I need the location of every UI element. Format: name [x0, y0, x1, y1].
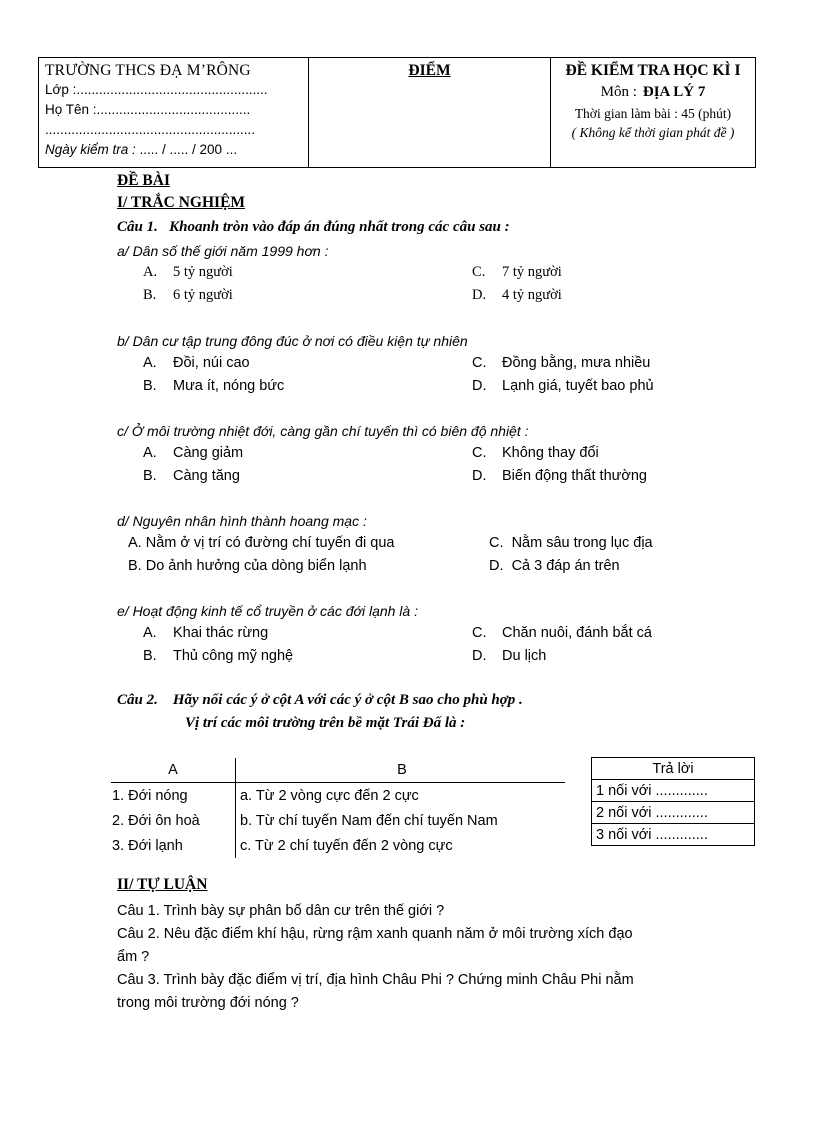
item-c-option-a[interactable]: A. Càng giảm — [143, 445, 244, 461]
item-d-stem: d/ Nguyên nhân hình thành hoang mạc : — [117, 513, 367, 529]
question-2-heading — [117, 692, 523, 709]
column-a-cell: 3. Đới lạnh — [112, 837, 183, 854]
matching-table — [111, 758, 565, 858]
header-box — [38, 57, 756, 168]
item-b-option-c[interactable]: C. Đồng bằng, mưa nhiều — [472, 355, 651, 371]
item-d-option-b[interactable]: B. Do ảnh hưởng của dòng biển lạnh — [128, 558, 367, 574]
item-e-option-b[interactable]: B. Thủ công mỹ nghệ — [143, 648, 294, 664]
column-b-cell: a. Từ 2 vòng cực đến 2 cực — [236, 783, 566, 809]
column-a-cell: 2. Đới ôn hoà — [112, 812, 200, 829]
item-c-option-b[interactable]: B. Càng tăng — [143, 468, 240, 484]
item-c-stem: c/ Ở môi trường nhiệt đới, càng gần chí tuyến thì có biên độ nhiệt : — [117, 423, 529, 439]
school-name: TRƯỜNG THCS ĐẠ M’RÔNG — [45, 62, 251, 79]
answer-table — [591, 757, 755, 846]
column-b-cell: b. Từ chí tuyến Nam đến chí tuyến Nam — [236, 808, 566, 833]
question-2-line-2: Vị trí các môi trường trên bề mặt Trái Đấ là : — [185, 715, 466, 731]
essay-question-1: Câu 1. Trình bày sự phân bố dân cư trên thế giới ? — [117, 903, 445, 919]
class-line[interactable]: Lớp :................................................... — [45, 82, 268, 97]
item-d-option-c[interactable]: C. Nằm sâu trong lục địa — [489, 535, 653, 551]
item-a-option-b[interactable]: B. 6 tỷ người — [143, 287, 233, 303]
essay-question-3: Câu 3. Trình bày đặc điểm vị trí, địa hình Châu Phi ? Chứng minh Châu Phi nằm — [117, 972, 634, 988]
item-e-option-c[interactable]: C. Chăn nuôi, đánh bắt cá — [472, 625, 652, 641]
score-cell — [309, 58, 551, 167]
table-row — [111, 833, 565, 858]
question-2-line-1: Hãy nối các ý ở cột A với các ý ở cột B sao cho phù hợp . — [172, 692, 523, 708]
exam-title: ĐỀ KIỂM TRA HỌC KÌ I — [565, 62, 741, 79]
answer-header: Trả lời — [592, 758, 755, 780]
part2-title: II/ TỰ LUẬN — [117, 876, 208, 893]
essay-questions — [117, 900, 737, 1015]
item-a-stem: a/ Dân số thế giới năm 1999 hơn : — [117, 243, 329, 259]
item-d-option-a[interactable]: A. Nằm ở vị trí có đường chí tuyến đi qua — [128, 535, 395, 551]
part1-title: I/ TRẮC NGHIỆM — [117, 194, 246, 211]
column-a-cell: 1. Đới nóng — [112, 787, 188, 804]
table-row — [111, 783, 565, 809]
blank-line[interactable]: ........................................................ — [45, 122, 256, 137]
answer-line-3[interactable]: 3 nối với ............. — [592, 824, 755, 846]
time-note: ( Không kể thời gian phát đề ) — [571, 125, 735, 140]
item-e-option-a[interactable]: A. Khai thác rừng — [143, 625, 269, 641]
matching-header-row — [111, 758, 565, 783]
date-value: ..... / ..... / 200 ... — [135, 142, 238, 157]
subject-label: Môn : — [600, 84, 637, 100]
table-row — [111, 808, 565, 833]
item-e-stem: e/ Hoạt động kinh tế cổ truyền ở các đới lạnh là : — [117, 603, 418, 619]
column-b-cell: c. Từ 2 chí tuyến đến 2 vòng cực — [236, 833, 566, 858]
question-1-heading — [117, 219, 510, 236]
essay-question-2-cont: ẩm ? — [117, 949, 150, 965]
student-info-cell — [39, 58, 309, 167]
answer-line-1[interactable]: 1 nối với ............. — [592, 780, 755, 802]
date-label: Ngày kiểm tra : — [45, 142, 136, 157]
question-1-prefix: Câu 1. — [117, 219, 158, 235]
date-line[interactable] — [45, 140, 302, 160]
item-c-option-d[interactable]: D. Biến động thất thường — [472, 468, 647, 484]
subject-line — [551, 84, 755, 101]
column-a-header: A — [111, 758, 236, 783]
exam-heading: ĐỀ BÀI — [117, 172, 170, 189]
score-label: ĐIỂM — [408, 62, 451, 79]
item-b-option-d[interactable]: D. Lạnh giá, tuyết bao phủ — [472, 378, 654, 394]
item-d-option-d[interactable]: D. Cả 3 đáp án trên — [489, 558, 620, 574]
essay-question-2: Câu 2. Nêu đặc điểm khí hậu, rừng rậm xanh quanh năm ở môi trường xích đạo — [117, 926, 633, 942]
time-line: Thời gian làm bài : 45 (phút) — [574, 106, 732, 121]
subject-name: ĐỊA LÝ 7 — [642, 84, 706, 100]
question-2-prefix: Câu 2. — [117, 692, 158, 708]
item-b-option-a[interactable]: A. Đồi, núi cao — [143, 355, 250, 371]
item-a-option-c[interactable]: C. 7 tỷ người — [472, 264, 562, 280]
name-line[interactable]: Họ Tên :......................................... — [45, 102, 251, 117]
answer-line-2[interactable]: 2 nối với ............. — [592, 802, 755, 824]
question-1-text: Khoanh tròn vào đáp án đúng nhất trong các câu sau : — [169, 219, 510, 235]
item-c-option-c[interactable]: C. Không thay đổi — [472, 445, 599, 461]
item-e-option-d[interactable]: D. Du lịch — [472, 648, 547, 664]
exam-info-cell — [551, 58, 755, 167]
item-b-stem: b/ Dân cư tập trung đông đúc ở nơi có điều kiện tự nhiên — [117, 333, 468, 349]
essay-question-3-cont: trong môi trường đới nóng ? — [117, 995, 299, 1011]
item-a-option-a[interactable]: A. 5 tỷ người — [143, 264, 233, 280]
column-b-header: B — [236, 758, 566, 783]
item-a-option-d[interactable]: D. 4 tỷ người — [472, 287, 562, 303]
item-b-option-b[interactable]: B. Mưa ít, nóng bức — [143, 378, 285, 394]
